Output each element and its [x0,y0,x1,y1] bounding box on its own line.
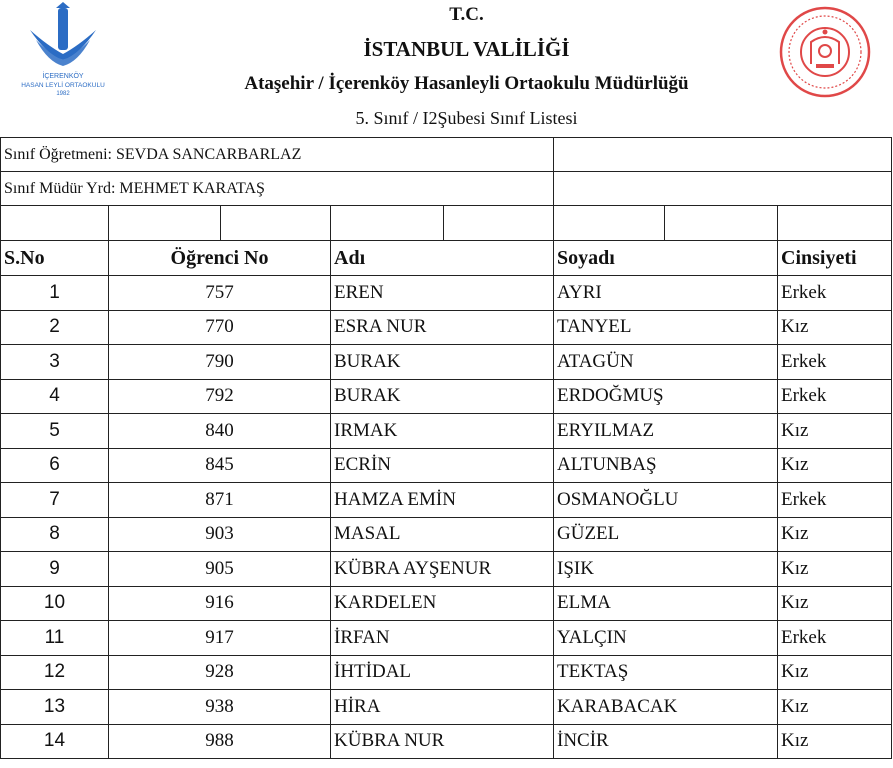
row-student-no: 770 [109,310,331,345]
row-sno: 7 [1,483,109,518]
class-teacher: Sınıf Öğretmeni: SEVDA SANCARBARLAZ [1,138,554,172]
row-student-no: 757 [109,276,331,311]
row-sno: 3 [1,345,109,380]
empty-cell [778,206,892,241]
row-name: KÜBRA NUR [331,724,554,759]
table-row [1,690,892,725]
row-surname: OSMANOĞLU [554,483,778,518]
row-student-no: 871 [109,483,331,518]
row-gender: Erkek [778,345,892,380]
row-student-no: 928 [109,655,331,690]
table-row [1,724,892,759]
table-row [1,448,892,483]
col-gender: Cinsiyeti [778,241,892,276]
row-name: MASAL [331,517,554,552]
svg-text:HASAN LEYLİ ORTAOKULU: HASAN LEYLİ ORTAOKULU [21,82,105,89]
row-student-no: 845 [109,448,331,483]
row-name: BURAK [331,345,554,380]
col-sno: S.No [1,241,109,276]
row-name: İHTİDAL [331,655,554,690]
document-header [0,0,893,137]
row-name: HİRA [331,690,554,725]
row-gender: Erkek [778,483,892,518]
row-sno: 14 [1,724,109,759]
table-row [1,517,892,552]
row-sno: 12 [1,655,109,690]
col-student-no: Öğrenci No [109,241,331,276]
table-row [1,276,892,311]
row-gender: Erkek [778,276,892,311]
empty-cell [554,172,892,206]
row-student-no: 938 [109,690,331,725]
class-list-table [0,137,892,759]
row-name: HAMZA EMİN [331,483,554,518]
row-surname: TANYEL [554,310,778,345]
table-row [1,586,892,621]
header-list-title: 5. Sınıf / I2Şubesi Sınıf Listesi [355,108,578,128]
row-student-no: 840 [109,414,331,449]
row-student-no: 905 [109,552,331,587]
row-surname: ALTUNBAŞ [554,448,778,483]
empty-cell [1,206,109,241]
table-row [1,655,892,690]
row-gender: Kız [778,724,892,759]
row-gender: Kız [778,517,892,552]
column-header-row [1,241,892,276]
row-sno: 1 [1,276,109,311]
svg-text:İÇERENKÖY: İÇERENKÖY [42,73,84,80]
row-name: ECRİN [331,448,554,483]
empty-cell [221,206,331,241]
row-gender: Erkek [778,379,892,414]
row-sno: 10 [1,586,109,621]
row-student-no: 790 [109,345,331,380]
row-sno: 9 [1,552,109,587]
row-name: EREN [331,276,554,311]
empty-cell [444,206,554,241]
row-student-no: 916 [109,586,331,621]
row-gender: Kız [778,586,892,621]
row-gender: Kız [778,690,892,725]
header-governorship: İSTANBUL VALİLİĞİ [363,37,570,61]
row-sno: 4 [1,379,109,414]
teacher-row [1,138,892,172]
row-sno: 5 [1,414,109,449]
vice-principal-row [1,172,892,206]
row-sno: 13 [1,690,109,725]
row-gender: Kız [778,448,892,483]
blank-row [1,206,892,241]
table-row [1,379,892,414]
row-surname: GÜZEL [554,517,778,552]
row-student-no: 903 [109,517,331,552]
row-gender: Kız [778,414,892,449]
header-country: T.C. [449,4,484,25]
empty-cell [554,206,665,241]
row-name: KARDELEN [331,586,554,621]
empty-cell [665,206,778,241]
row-surname: İNCİR [554,724,778,759]
table-row [1,552,892,587]
table-row [1,621,892,656]
row-sno: 2 [1,310,109,345]
row-gender: Erkek [778,621,892,656]
row-surname: AYRI [554,276,778,311]
row-gender: Kız [778,310,892,345]
row-name: IRMAK [331,414,554,449]
row-surname: TEKTAŞ [554,655,778,690]
col-name: Adı [331,241,554,276]
row-surname: IŞIK [554,552,778,587]
row-surname: ELMA [554,586,778,621]
table-row [1,310,892,345]
row-name: KÜBRA AYŞENUR [331,552,554,587]
empty-cell [554,138,892,172]
row-sno: 6 [1,448,109,483]
row-sno: 8 [1,517,109,552]
ministry-seal-icon [766,2,884,102]
empty-cell [331,206,444,241]
row-student-no: 988 [109,724,331,759]
table-row [1,414,892,449]
row-gender: Kız [778,552,892,587]
row-surname: YALÇIN [554,621,778,656]
vice-principal: Sınıf Müdür Yrd: MEHMET KARATAŞ [1,172,554,206]
table-row [1,345,892,380]
row-student-no: 792 [109,379,331,414]
student-rows [1,276,892,759]
row-surname: ERYILMAZ [554,414,778,449]
table-row [1,483,892,518]
row-sno: 11 [1,621,109,656]
col-surname: Soyadı [554,241,778,276]
row-surname: ERDOĞMUŞ [554,379,778,414]
row-surname: ATAGÜN [554,345,778,380]
row-name: İRFAN [331,621,554,656]
svg-text:1982: 1982 [56,91,70,97]
row-name: ESRA NUR [331,310,554,345]
row-student-no: 917 [109,621,331,656]
header-school: Ataşehir / İçerenköy Hasanleyli Ortaokulu Müdürlüğü [244,73,689,94]
row-name: BURAK [331,379,554,414]
row-gender: Kız [778,655,892,690]
row-surname: KARABACAK [554,690,778,725]
empty-cell [109,206,221,241]
